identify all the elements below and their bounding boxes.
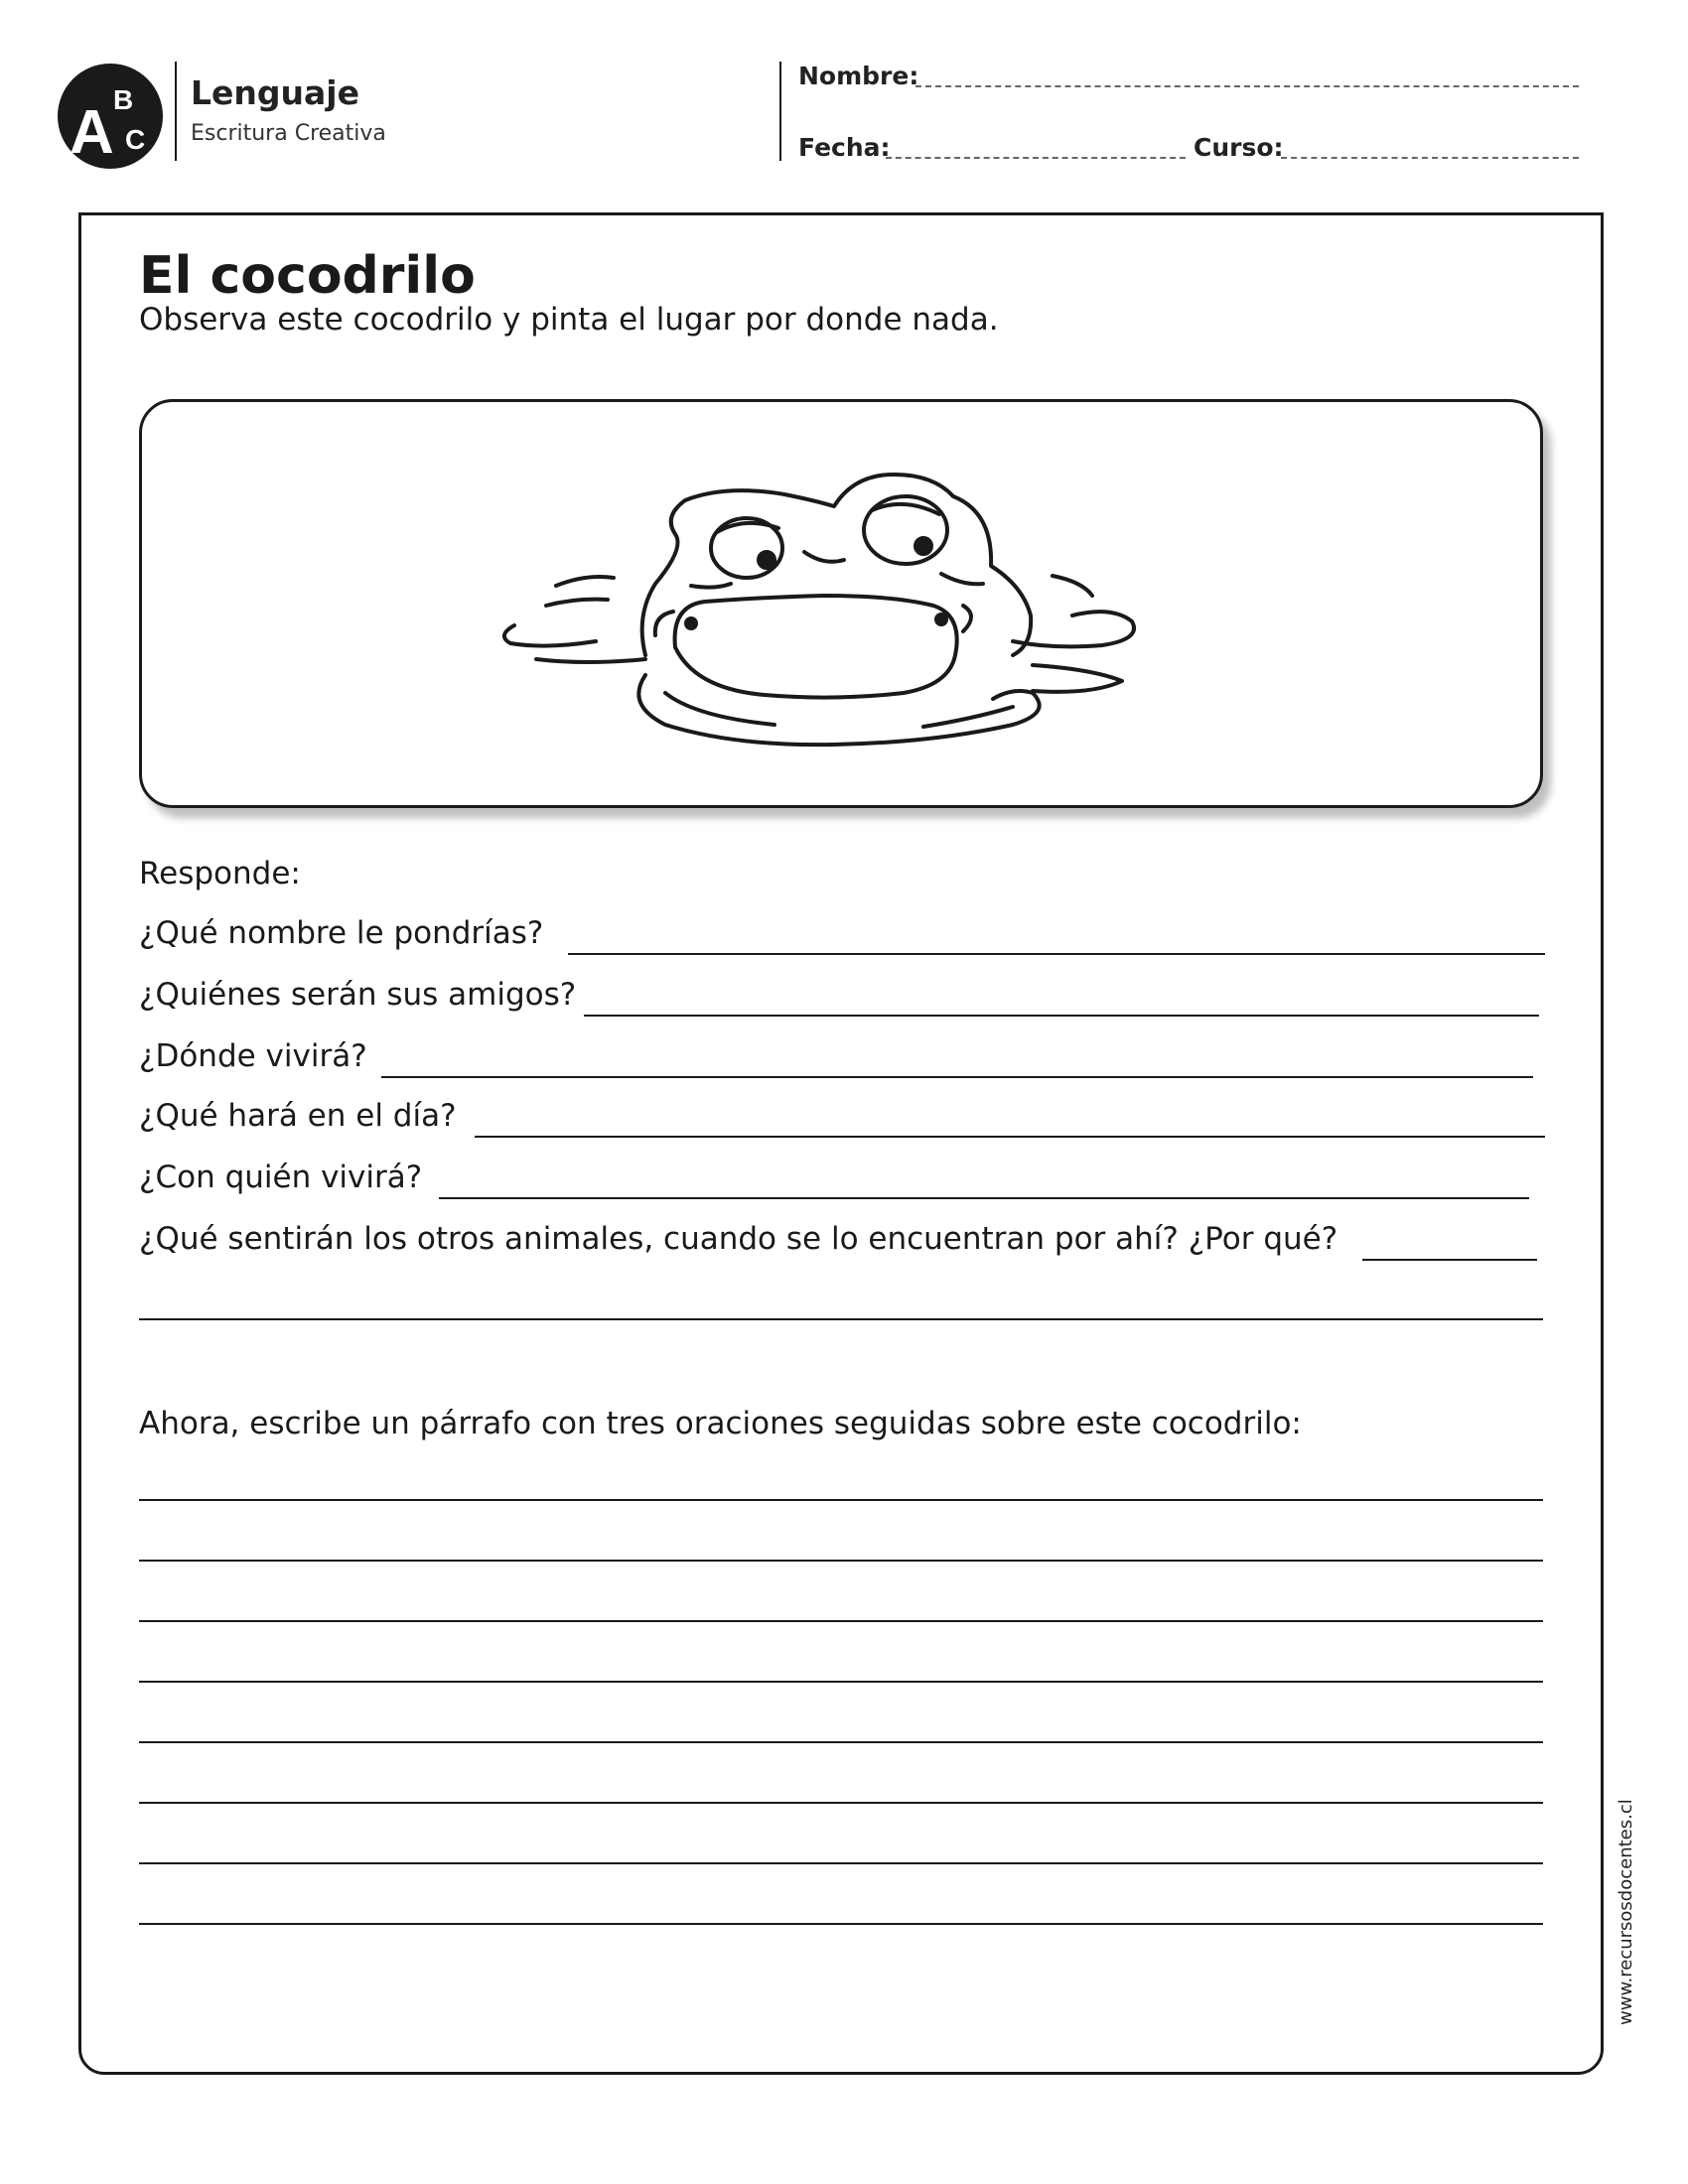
fecha-label: Fecha: xyxy=(798,133,891,162)
responde-label: Responde: xyxy=(139,856,301,891)
answer-line-2[interactable] xyxy=(584,1015,1539,1017)
answer-line-3[interactable] xyxy=(381,1076,1533,1078)
question-3: ¿Dónde vivirá? xyxy=(139,1038,367,1074)
answer-line-1[interactable] xyxy=(568,953,1545,955)
abc-logo-icon xyxy=(56,62,165,171)
header-divider xyxy=(175,62,177,161)
paragraph-prompt: Ahora, escribe un párrafo con tres oraciones seguidas sobre este cocodrilo: xyxy=(139,1406,1302,1441)
writing-line-2[interactable] xyxy=(139,1560,1543,1562)
writing-line-3[interactable] xyxy=(139,1620,1543,1622)
logo-letter-b: B xyxy=(113,84,134,115)
curso-label: Curso: xyxy=(1194,133,1284,162)
answer-line-6b[interactable] xyxy=(139,1318,1543,1320)
curso-field[interactable] xyxy=(1281,157,1579,159)
question-5: ¿Con quién vivirá? xyxy=(139,1160,423,1195)
logo-letter-c: C xyxy=(125,124,146,155)
question-6: ¿Qué sentirán los otros animales, cuando se lo encuentran por ahí? ¿Por qué? xyxy=(139,1221,1338,1257)
website-credit: www.recursosdocentes.cl xyxy=(1616,1799,1636,2025)
writing-line-1[interactable] xyxy=(139,1499,1543,1501)
writing-line-6[interactable] xyxy=(139,1802,1543,1804)
writing-line-4[interactable] xyxy=(139,1681,1543,1683)
writing-line-5[interactable] xyxy=(139,1741,1543,1743)
fields-divider xyxy=(779,62,781,161)
answer-line-4[interactable] xyxy=(475,1136,1545,1138)
answer-line-5[interactable] xyxy=(439,1197,1529,1199)
nombre-field[interactable] xyxy=(915,85,1579,87)
subject-title: Lenguaje xyxy=(191,73,359,112)
answer-line-6[interactable] xyxy=(1362,1259,1537,1261)
subject-subtitle: Escritura Creativa xyxy=(191,121,386,146)
writing-line-7[interactable] xyxy=(139,1862,1543,1864)
worksheet-title: El cocodrilo xyxy=(139,246,476,306)
fecha-field[interactable] xyxy=(886,157,1186,159)
question-2: ¿Quiénes serán sus amigos? xyxy=(139,977,577,1013)
instruction-text: Observa este cocodrilo y pinta el lugar por donde nada. xyxy=(139,302,999,338)
nombre-label: Nombre: xyxy=(798,62,919,90)
question-1: ¿Qué nombre le pondrías? xyxy=(139,915,544,951)
question-4: ¿Qué hará en el día? xyxy=(139,1098,457,1134)
crocodile-illustration-icon[interactable] xyxy=(496,457,1192,774)
writing-line-8[interactable] xyxy=(139,1923,1543,1925)
logo-letter-a: A xyxy=(70,98,114,167)
